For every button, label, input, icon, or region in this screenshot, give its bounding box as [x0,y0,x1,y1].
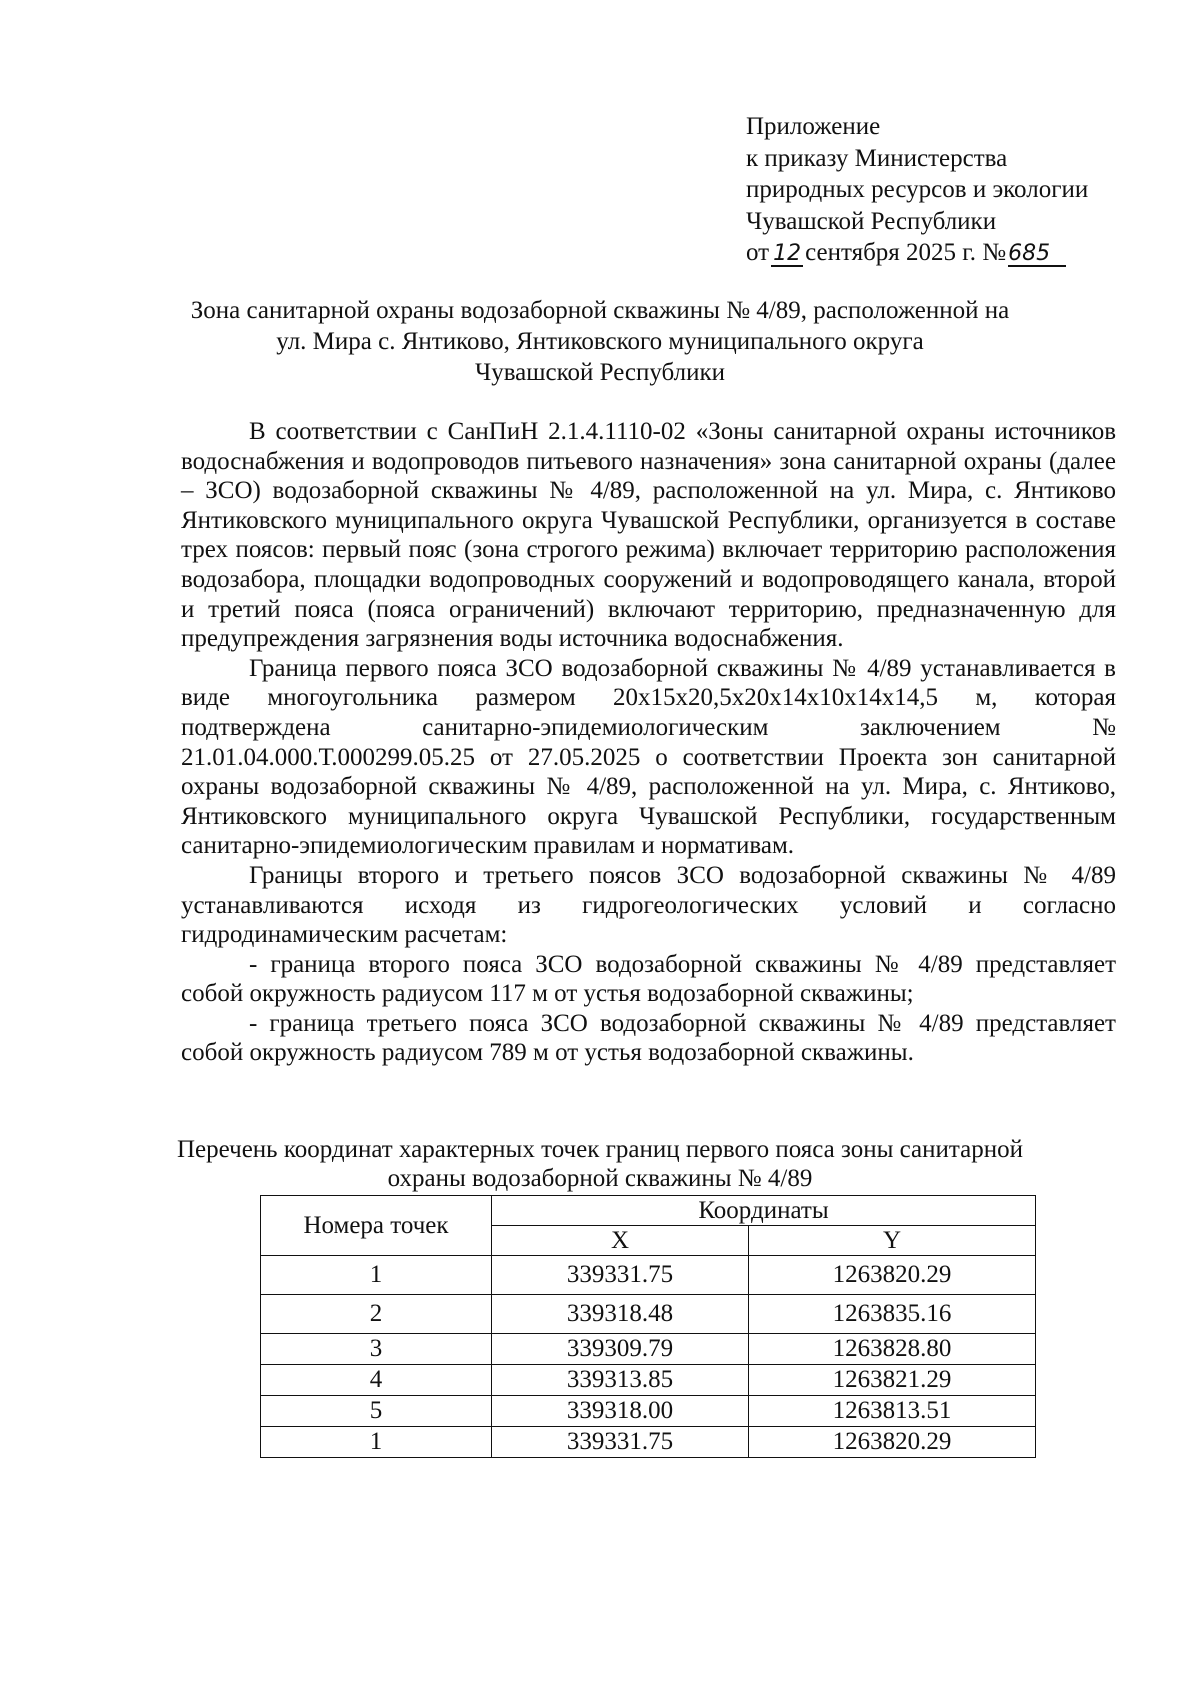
cell-x: 339309.79 [492,1334,749,1365]
header-x: X [492,1226,749,1256]
appendix-line: к приказу Министерства [746,144,1008,172]
coordinates-table [260,1195,1036,1458]
body-paragraph: В соответствии с СанПиН 2.1.4.1110-02 «Зоны санитарной охраны источников водоснабжения и водопроводов питьевого назначения» зона санитарной охраны (далее – ЗСО) водозаборной скважины № 4/89, расположенной на ул. Мира, с. Янтиково Янтиковского муниципального округа Чувашской Республики, организуется в составе трех поясов: первый пояс (зона строгого режима) включает территорию расположения водозабора, площадки водопроводных сооружений и водопроводящего канала, второй и третий пояса (пояса ограничений) включают территорию, предназначенную для предупреждения загрязнения воды источника водоснабжения. [181,418,1116,653]
document-title [150,295,1050,388]
handwritten-order-number: 685 [1008,243,1066,267]
table-row [261,1365,1036,1396]
table-caption [150,1135,1050,1193]
cell-point-number: 5 [261,1396,492,1427]
appendix-header [746,111,1166,269]
cell-point-number: 3 [261,1334,492,1365]
cell-y: 1263820.29 [749,1256,1036,1295]
table-row [261,1295,1036,1334]
header-point-numbers: Номера точек [261,1196,492,1256]
cell-x: 339318.48 [492,1295,749,1334]
document-body [181,417,1116,1068]
body-paragraph: Границы второго и третьего поясов ЗСО водозаборной скважины № 4/89 устанавливаются исходя из гидрогеологических условий и согласно гидродинамическим расчетам: [181,861,1116,949]
table-header-row [261,1196,1036,1226]
cell-x: 339318.00 [492,1396,749,1427]
cell-y: 1263820.29 [749,1427,1036,1458]
cell-point-number: 4 [261,1365,492,1396]
date-rest: сентября 2025 г. № [805,239,1007,266]
title-line: Чувашской Республики [474,359,726,386]
cell-y: 1263821.29 [749,1365,1036,1396]
title-line: ул. Мира с. Янтиково, Янтиковского муниципального округа [276,328,924,355]
cell-y: 1263835.16 [749,1295,1036,1334]
cell-y: 1263813.51 [749,1396,1036,1427]
cell-point-number: 2 [261,1295,492,1334]
caption-line: Перечень координат характерных точек границ первого пояса зоны санитарной [177,1136,1023,1163]
body-paragraph: - граница третьего пояса ЗСО водозаборной скважины № 4/89 представляет собой окружность радиусом 789 м от устья водозаборной скважины. [181,1009,1116,1067]
cell-x: 339313.85 [492,1365,749,1396]
table-row [261,1427,1036,1458]
table-row [261,1396,1036,1427]
body-paragraph: - граница второго пояса ЗСО водозаборной скважины № 4/89 представляет собой окружность радиусом 117 м от устья водозаборной скважины; [181,950,1116,1008]
appendix-line: Чувашской Республики [746,207,997,235]
cell-x: 339331.75 [492,1256,749,1295]
cell-point-number: 1 [261,1256,492,1295]
date-prefix: от [746,239,770,266]
appendix-line: Приложение [746,113,881,140]
cell-x: 339331.75 [492,1427,749,1458]
title-line: Зона санитарной охраны водозаборной скважины № 4/89, расположенной на [190,297,1010,324]
cell-point-number: 1 [261,1427,492,1458]
body-paragraph: Граница первого пояса ЗСО водозаборной скважины № 4/89 устанавливается в виде многоугольника размером 20х15х20,5х20х14х10х14х14,5 м, которая подтверждена санитарно-эпидемиологическим заключением № 21.01.04.000.Т.000299.05.25 от 27.05.2025 о соответствии Проекта зон санитарной охраны водозаборной скважины № 4/89, расположенной на ул. Мира, с. Янтиково, Янтиковского муниципального округа Чувашской Республики, государственным санитарно-эпидемиологическим правилам и нормативам. [181,654,1116,860]
header-coordinates: Координаты [492,1196,1036,1226]
handwritten-day: 12 [773,241,802,266]
caption-line: охраны водозаборной скважины № 4/89 [387,1165,813,1192]
table-row [261,1334,1036,1365]
appendix-line: природных ресурсов и экологии [746,176,1089,203]
header-y: Y [749,1226,1036,1256]
appendix-date-line [746,237,1166,269]
table-row [261,1256,1036,1295]
cell-y: 1263828.80 [749,1334,1036,1365]
